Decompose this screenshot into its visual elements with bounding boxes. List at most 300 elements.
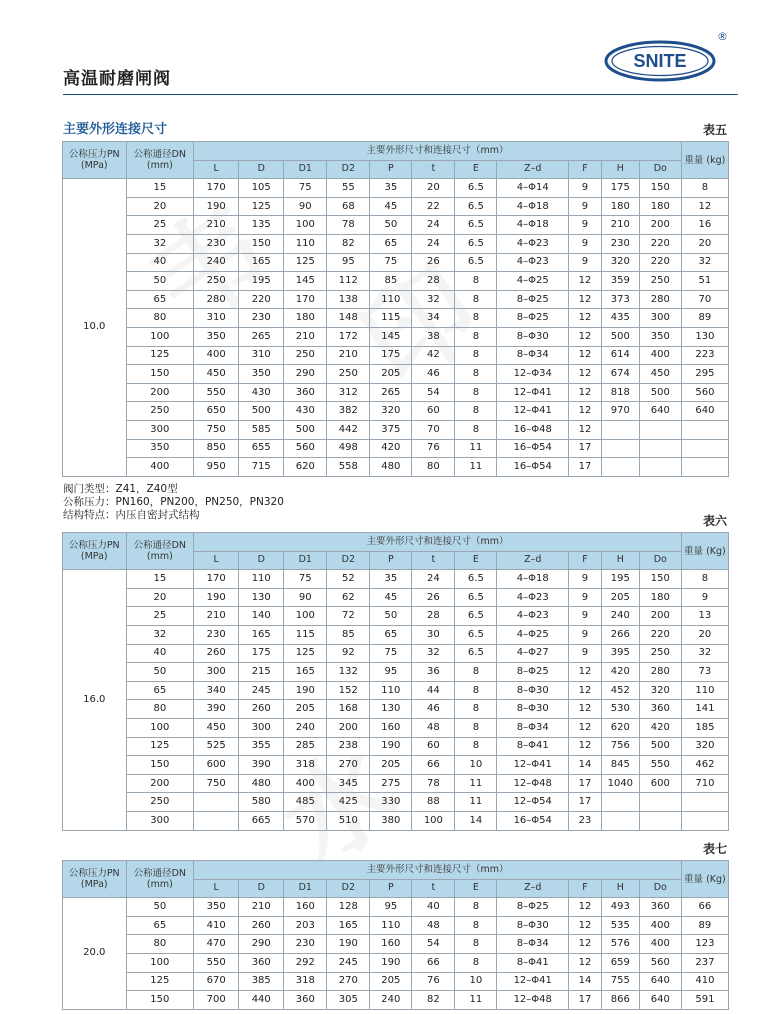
table-cell: 8	[455, 916, 497, 935]
table-cell: 237	[681, 953, 728, 972]
table-cell: 80	[126, 935, 194, 954]
table-cell: 8	[455, 290, 497, 309]
table-cell: 360	[639, 898, 681, 917]
table-cell: 110	[239, 570, 284, 589]
table-cell: 60	[412, 402, 455, 421]
table-label-5: 表五	[702, 123, 727, 137]
table-cell: 24	[412, 570, 455, 589]
table-cell: 6.5	[455, 644, 497, 663]
table-cell: 34	[412, 309, 455, 328]
table-cell: 9	[569, 234, 602, 253]
table-cell: 100	[126, 718, 194, 737]
table-cell: 115	[284, 625, 327, 644]
table-cell: 500	[284, 420, 327, 439]
table-cell: 11	[455, 439, 497, 458]
table-cell: 12–Φ41	[497, 402, 569, 421]
table-cell: 245	[327, 953, 370, 972]
table-cell: 260	[239, 916, 284, 935]
table-cell: 66	[412, 953, 455, 972]
table-cell: 170	[284, 290, 327, 309]
table-cell: 560	[639, 953, 681, 972]
table-cell: 550	[194, 383, 239, 402]
table-row	[63, 458, 729, 477]
table-cell	[681, 458, 728, 477]
table-cell: 8	[455, 420, 497, 439]
table-cell: 350	[194, 898, 239, 917]
table-cell: 125	[126, 346, 194, 365]
table-cell: 75	[284, 179, 327, 198]
column-header: Z–d	[497, 160, 569, 179]
column-header: D1	[284, 879, 327, 898]
column-header: Do	[639, 879, 681, 898]
table-cell: 51	[681, 272, 728, 291]
table-cell: 470	[194, 935, 239, 954]
table-cell: 640	[681, 402, 728, 421]
table-cell: 8–Φ34	[497, 718, 569, 737]
table-cell: 50	[126, 898, 194, 917]
table-cell: 500	[239, 402, 284, 421]
table-cell: 230	[194, 625, 239, 644]
table-cell: 88	[412, 793, 455, 812]
table-cell: 250	[284, 346, 327, 365]
table-cell: 15	[126, 179, 194, 198]
table-cell: 6.5	[455, 253, 497, 272]
table-cell: 125	[284, 644, 327, 663]
table-row	[63, 991, 729, 1010]
header-divider	[63, 94, 738, 95]
table-cell: 210	[194, 216, 239, 235]
table-cell: 360	[284, 383, 327, 402]
table-row	[63, 346, 729, 365]
table-row	[63, 253, 729, 272]
table-cell: 420	[601, 663, 639, 682]
table-cell: 54	[412, 935, 455, 954]
table-cell: 190	[284, 681, 327, 700]
table-cell	[601, 420, 639, 439]
table-cell: 190	[370, 953, 412, 972]
table-cell: 95	[370, 663, 412, 682]
table-cell: 12	[569, 272, 602, 291]
pn-value: 10.0	[63, 179, 127, 477]
table-cell: 6.5	[455, 570, 497, 589]
table-cell: 550	[194, 953, 239, 972]
table-cell: 8	[455, 681, 497, 700]
table-cell: 620	[284, 458, 327, 477]
table-cell: 200	[126, 383, 194, 402]
table-cell: 375	[370, 420, 412, 439]
table-cell: 150	[126, 991, 194, 1010]
table-cell: 10	[455, 972, 497, 991]
table-cell: 185	[681, 718, 728, 737]
table-cell: 440	[239, 991, 284, 1010]
column-header: H	[601, 551, 639, 570]
table-cell: 12	[569, 916, 602, 935]
table-cell: 280	[639, 290, 681, 309]
table-row	[63, 383, 729, 402]
table-cell: 866	[601, 991, 639, 1010]
table-cell: 205	[284, 700, 327, 719]
table-cell: 12	[569, 700, 602, 719]
table-cell: 190	[327, 935, 370, 954]
table-cell: 78	[327, 216, 370, 235]
table-cell: 390	[194, 700, 239, 719]
table-cell: 9	[569, 570, 602, 589]
table-cell: 4–Φ25	[497, 625, 569, 644]
table-cell: 28	[412, 607, 455, 626]
table-row	[63, 439, 729, 458]
table-cell: 125	[239, 197, 284, 216]
table-cell: 845	[601, 756, 639, 775]
registered-mark: ®	[717, 30, 728, 43]
table-cell: 270	[327, 972, 370, 991]
table-cell: 8	[455, 898, 497, 917]
table-cell: 12–Φ41	[497, 756, 569, 775]
table-cell: 112	[327, 272, 370, 291]
table-cell: 230	[284, 935, 327, 954]
column-header: D1	[284, 160, 327, 179]
table-cell: 275	[370, 774, 412, 793]
table-cell: 100	[126, 327, 194, 346]
table-row	[63, 793, 729, 812]
table-cell: 480	[239, 774, 284, 793]
table-cell: 425	[327, 793, 370, 812]
table-cell: 200	[126, 774, 194, 793]
table-cell: 50	[126, 272, 194, 291]
table-cell: 8	[681, 570, 728, 589]
table-cell: 52	[327, 570, 370, 589]
table-cell: 400	[194, 346, 239, 365]
table-row	[63, 365, 729, 384]
table-cell: 245	[239, 681, 284, 700]
table-cell: 65	[126, 916, 194, 935]
table-cell: 755	[601, 972, 639, 991]
table-cell: 76	[412, 439, 455, 458]
table-cell: 180	[639, 197, 681, 216]
table-cell: 300	[126, 811, 194, 830]
column-header: P	[370, 879, 412, 898]
table-cell: 35	[370, 179, 412, 198]
table-cell: 110	[681, 681, 728, 700]
table-cell: 32	[412, 290, 455, 309]
table-cell: 8–Φ25	[497, 290, 569, 309]
table-cell	[601, 811, 639, 830]
table-cell: 570	[284, 811, 327, 830]
table-cell: 530	[601, 700, 639, 719]
table-cell: 110	[370, 681, 412, 700]
table-cell: 8	[455, 663, 497, 682]
table-cell: 12–Φ54	[497, 793, 569, 812]
column-header: L	[194, 879, 239, 898]
table-cell: 312	[327, 383, 370, 402]
table-cell: 318	[284, 972, 327, 991]
table-cell: 9	[569, 625, 602, 644]
column-header: D2	[327, 160, 370, 179]
table-cell: 350	[126, 439, 194, 458]
table-cell: 135	[239, 216, 284, 235]
table-cell: 82	[412, 991, 455, 1010]
table-cell: 535	[601, 916, 639, 935]
table-cell: 4–Φ25	[497, 272, 569, 291]
table-cell: 17	[569, 439, 602, 458]
table-cell: 13	[681, 607, 728, 626]
table-cell: 8	[455, 327, 497, 346]
table-row	[63, 953, 729, 972]
table-cell	[681, 793, 728, 812]
note-valve-type: 阀门类型：Z41，Z40型	[63, 483, 178, 495]
table-cell: 80	[126, 700, 194, 719]
table-cell: 650	[194, 402, 239, 421]
table-cell: 8–Φ34	[497, 935, 569, 954]
table-cell: 130	[239, 588, 284, 607]
column-header: F	[569, 160, 602, 179]
table-cell: 620	[601, 718, 639, 737]
table-cell	[681, 811, 728, 830]
table-cell: 8–Φ25	[497, 898, 569, 917]
table-cell: 9	[569, 216, 602, 235]
table-cell: 350	[194, 327, 239, 346]
table-cell: 9	[569, 253, 602, 272]
table-cell: 270	[327, 756, 370, 775]
table-cell: 230	[239, 309, 284, 328]
column-header: t	[412, 551, 455, 570]
table-cell: 285	[284, 737, 327, 756]
note-structure: 结构特点：内压自密封式结构	[63, 509, 200, 521]
table-cell: 165	[327, 916, 370, 935]
table-cell: 450	[639, 365, 681, 384]
table-cell: 175	[239, 644, 284, 663]
table-cell	[639, 811, 681, 830]
table-cell: 165	[284, 663, 327, 682]
table-cell: 320	[370, 402, 412, 421]
table-cell: 123	[681, 935, 728, 954]
table-cell: 6.5	[455, 625, 497, 644]
table-cell: 500	[601, 327, 639, 346]
table-cell: 295	[681, 365, 728, 384]
table-cell: 420	[639, 718, 681, 737]
table-cell: 700	[194, 991, 239, 1010]
table-cell: 9	[569, 607, 602, 626]
table-cell: 100	[126, 953, 194, 972]
table-cell: 168	[327, 700, 370, 719]
table-cell: 16–Φ54	[497, 811, 569, 830]
table-cell	[639, 420, 681, 439]
table-cell: 62	[327, 588, 370, 607]
table-cell: 640	[639, 402, 681, 421]
table-cell: 26	[412, 253, 455, 272]
table-cell: 12–Φ34	[497, 365, 569, 384]
column-header: t	[412, 160, 455, 179]
table-cell: 48	[412, 916, 455, 935]
table-cell: 17	[569, 793, 602, 812]
table-cell: 125	[126, 972, 194, 991]
table-cell: 50	[126, 663, 194, 682]
table-cell: 400	[639, 916, 681, 935]
column-header: L	[194, 160, 239, 179]
table-cell: 750	[194, 774, 239, 793]
table-cell: 442	[327, 420, 370, 439]
table-cell: 195	[239, 272, 284, 291]
table-row	[63, 935, 729, 954]
table-cell: 266	[601, 625, 639, 644]
table-cell	[639, 793, 681, 812]
table-cell: 92	[327, 644, 370, 663]
table-cell: 240	[370, 991, 412, 1010]
table-cell: 8	[455, 935, 497, 954]
table-cell: 76	[412, 972, 455, 991]
weight-header: 重量 (Kg)	[681, 533, 728, 570]
table-cell: 180	[284, 309, 327, 328]
table-cell: 125	[126, 737, 194, 756]
table-row	[63, 272, 729, 291]
table-cell: 240	[601, 607, 639, 626]
group-header: 主要外形尺寸和连接尺寸（mm）	[194, 533, 682, 552]
table-cell: 210	[327, 346, 370, 365]
table-cell: 640	[639, 972, 681, 991]
table-cell: 66	[412, 756, 455, 775]
table-cell: 9	[569, 197, 602, 216]
section-title: 主要外形连接尺寸	[63, 122, 168, 137]
table-cell: 8–Φ41	[497, 737, 569, 756]
table-cell: 11	[455, 774, 497, 793]
table-cell: 165	[239, 253, 284, 272]
table-row	[63, 290, 729, 309]
dn-header: 公称通径DN (mm)	[126, 533, 194, 570]
table-cell: 450	[194, 718, 239, 737]
table-row	[63, 570, 729, 589]
table-cell: 130	[681, 327, 728, 346]
column-header: F	[569, 879, 602, 898]
table-cell: 493	[601, 898, 639, 917]
table-cell: 8–Φ30	[497, 327, 569, 346]
table-cell: 12	[569, 953, 602, 972]
table-cell: 300	[239, 718, 284, 737]
table-cell: 95	[370, 898, 412, 917]
dn-header: 公称通径DN (mm)	[126, 861, 194, 898]
table-label-7: 表七	[702, 842, 727, 856]
table-cell: 452	[601, 681, 639, 700]
snite-logo	[604, 40, 716, 82]
table-cell: 485	[284, 793, 327, 812]
table-cell: 150	[639, 570, 681, 589]
table-row	[63, 700, 729, 719]
table-cell: 290	[284, 365, 327, 384]
table-cell: 170	[194, 179, 239, 198]
table-cell: 250	[194, 272, 239, 291]
table-label-6: 表六	[702, 514, 727, 528]
table-cell: 55	[327, 179, 370, 198]
table-cell: 220	[639, 253, 681, 272]
table-cell: 320	[681, 737, 728, 756]
table-cell: 23	[569, 811, 602, 830]
table-row	[63, 402, 729, 421]
table-cell: 190	[370, 737, 412, 756]
table-cell: 4–Φ14	[497, 179, 569, 198]
table-cell: 70	[681, 290, 728, 309]
table-cell: 8	[455, 700, 497, 719]
table-cell: 45	[370, 197, 412, 216]
table-cell: 210	[239, 898, 284, 917]
table-cell: 250	[639, 272, 681, 291]
table-cell: 6.5	[455, 179, 497, 198]
table-cell: 710	[681, 774, 728, 793]
table-cell: 640	[639, 991, 681, 1010]
table-cell: 320	[601, 253, 639, 272]
table-cell: 115	[370, 309, 412, 328]
table-cell: 66	[681, 898, 728, 917]
table-row	[63, 234, 729, 253]
table-cell: 32	[681, 253, 728, 272]
column-header: D2	[327, 879, 370, 898]
table-cell: 280	[194, 290, 239, 309]
table-cell: 30	[412, 625, 455, 644]
table-cell: 125	[284, 253, 327, 272]
table-cell: 200	[639, 607, 681, 626]
column-header: Do	[639, 551, 681, 570]
pn-header: 公称压力PN (MPa)	[63, 533, 127, 570]
table-cell: 970	[601, 402, 639, 421]
column-header: D2	[327, 551, 370, 570]
table-cell: 591	[681, 991, 728, 1010]
table-cell: 12	[569, 718, 602, 737]
table-cell: 223	[681, 346, 728, 365]
table-cell: 9	[569, 644, 602, 663]
table-cell: 14	[455, 811, 497, 830]
table-cell: 576	[601, 935, 639, 954]
table-row	[63, 681, 729, 700]
column-header: F	[569, 551, 602, 570]
table-cell: 360	[639, 700, 681, 719]
table-cell: 12	[569, 290, 602, 309]
table-cell: 6.5	[455, 197, 497, 216]
note-pressure: 公称压力：PN160，PN200，PN250，PN320	[63, 496, 284, 508]
table-cell: 190	[194, 197, 239, 216]
column-header: Z–d	[497, 551, 569, 570]
table-cell: 400	[639, 346, 681, 365]
table-cell: 8	[455, 346, 497, 365]
table-cell: 4–Φ18	[497, 216, 569, 235]
table-row	[63, 216, 729, 235]
table-cell: 310	[239, 346, 284, 365]
table-row	[63, 718, 729, 737]
table-cell: 46	[412, 365, 455, 384]
table-cell: 150	[126, 365, 194, 384]
table-cell: 12	[569, 420, 602, 439]
table-cell: 8	[455, 383, 497, 402]
table-cell: 250	[126, 402, 194, 421]
table-cell: 525	[194, 737, 239, 756]
table-cell: 85	[327, 625, 370, 644]
table-cell: 60	[412, 737, 455, 756]
table-cell: 260	[239, 700, 284, 719]
table-cell: 665	[239, 811, 284, 830]
table-cell: 498	[327, 439, 370, 458]
table-cell: 10	[455, 756, 497, 775]
table-cell: 40	[126, 644, 194, 663]
pn-value: 16.0	[63, 570, 127, 830]
table-cell: 600	[194, 756, 239, 775]
table-cell: 4–Φ27	[497, 644, 569, 663]
table-cell: 16–Φ54	[497, 458, 569, 477]
table-cell: 22	[412, 197, 455, 216]
column-header: Z–d	[497, 879, 569, 898]
table-cell: 260	[194, 644, 239, 663]
table-cell: 16–Φ54	[497, 439, 569, 458]
table-cell: 6.5	[455, 607, 497, 626]
table-cell: 160	[370, 935, 412, 954]
column-header: Do	[639, 160, 681, 179]
table-cell: 110	[370, 916, 412, 935]
table-cell: 110	[370, 290, 412, 309]
